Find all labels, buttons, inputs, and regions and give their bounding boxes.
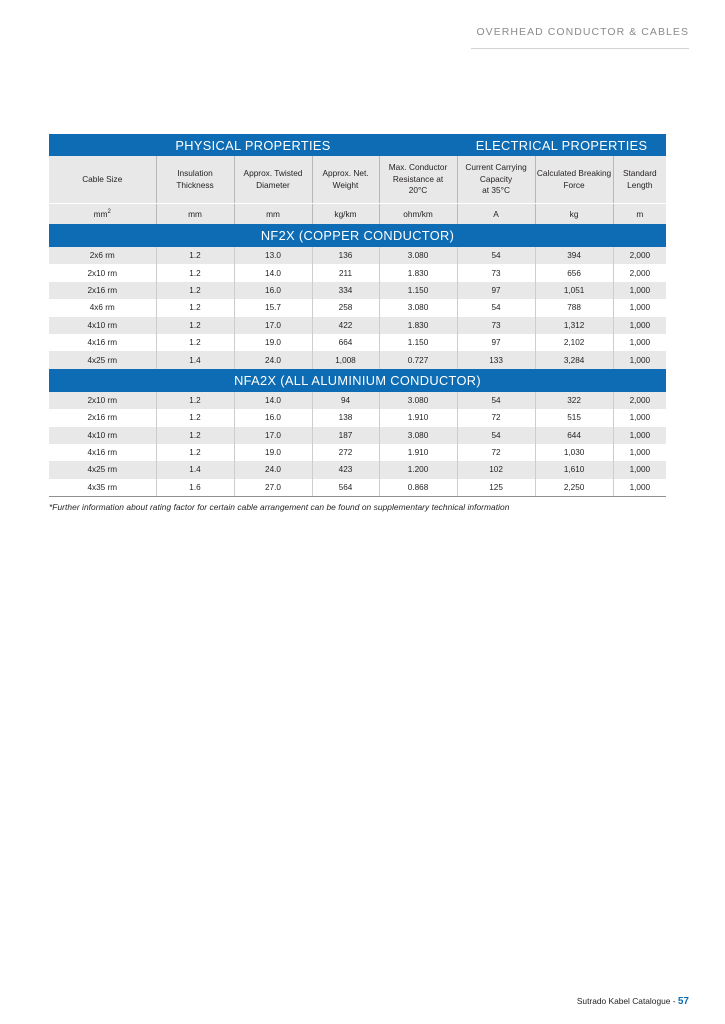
cell-approx-twisted-diameter: 17.0 bbox=[234, 427, 312, 444]
cell-max-conductor-resistance: 1.830 bbox=[379, 317, 457, 334]
table-bottom-rule bbox=[49, 496, 666, 497]
column-header-cable-size bbox=[49, 156, 156, 204]
table-footnote: *Further information about rating factor for certain cable arrangement can be found on supplementary technical information bbox=[49, 502, 510, 512]
cell-current-carrying-capacity: 97 bbox=[457, 334, 535, 351]
table-units-row bbox=[49, 204, 666, 225]
cell-approx-net-weight: 1,008 bbox=[312, 351, 379, 368]
table-group-header-row bbox=[49, 134, 666, 156]
column-header-max-conductor-resistance bbox=[379, 156, 457, 204]
cell-insulation-thickness: 1.2 bbox=[156, 247, 234, 264]
table-row bbox=[49, 409, 666, 426]
cell-calculated-breaking-force: 2,250 bbox=[535, 479, 613, 496]
cell-standard-length: 1,000 bbox=[613, 317, 666, 334]
cell-insulation-thickness: 1.2 bbox=[156, 392, 234, 409]
cell-current-carrying-capacity: 125 bbox=[457, 479, 535, 496]
cell-max-conductor-resistance: 1.910 bbox=[379, 409, 457, 426]
cell-current-carrying-capacity: 72 bbox=[457, 409, 535, 426]
column-header-max-conductor-resistance-line-2: Resistance at bbox=[392, 173, 444, 184]
cell-insulation-thickness: 1.2 bbox=[156, 334, 234, 351]
cell-insulation-thickness: 1.6 bbox=[156, 479, 234, 496]
cell-cable-size: 2x6 rm bbox=[49, 247, 156, 264]
cell-current-carrying-capacity: 54 bbox=[457, 392, 535, 409]
footer-catalogue-title: Sutrado Kabel Catalogue bbox=[576, 996, 671, 1006]
cell-approx-net-weight: 564 bbox=[312, 479, 379, 496]
cell-standard-length: 2,000 bbox=[613, 247, 666, 264]
cell-standard-length: 1,000 bbox=[613, 461, 666, 478]
column-header-insulation-thickness-line-1: Insulation bbox=[177, 168, 213, 178]
cell-current-carrying-capacity: 73 bbox=[457, 317, 535, 334]
table-row bbox=[49, 427, 666, 444]
column-header-current-carrying-capacity bbox=[457, 156, 535, 204]
cell-cable-size: 2x16 rm bbox=[49, 282, 156, 299]
cell-insulation-thickness: 1.4 bbox=[156, 351, 234, 368]
cell-approx-net-weight: 187 bbox=[312, 427, 379, 444]
cell-calculated-breaking-force: 644 bbox=[535, 427, 613, 444]
cell-standard-length: 2,000 bbox=[613, 392, 666, 409]
group-header-physical-properties: PHYSICAL PROPERTIES bbox=[49, 134, 457, 156]
cell-approx-net-weight: 258 bbox=[312, 299, 379, 316]
cell-max-conductor-resistance: 1.150 bbox=[379, 282, 457, 299]
cell-calculated-breaking-force: 515 bbox=[535, 409, 613, 426]
cable-specifications-table bbox=[49, 134, 666, 496]
cell-calculated-breaking-force: 1,030 bbox=[535, 444, 613, 461]
footer-separator: - bbox=[672, 996, 676, 1006]
cell-approx-twisted-diameter: 19.0 bbox=[234, 334, 312, 351]
cell-insulation-thickness: 1.4 bbox=[156, 461, 234, 478]
cell-max-conductor-resistance: 0.727 bbox=[379, 351, 457, 368]
cell-approx-twisted-diameter: 14.0 bbox=[234, 392, 312, 409]
column-header-approx-net-weight-line-2: Weight bbox=[332, 179, 359, 190]
unit-current-carrying-capacity: A bbox=[457, 204, 535, 225]
section-title-nfa2x: NFA2X (ALL ALUMINIUM CONDUCTOR) bbox=[49, 369, 666, 392]
cell-cable-size: 4x25 rm bbox=[49, 461, 156, 478]
cell-approx-twisted-diameter: 14.0 bbox=[234, 264, 312, 281]
cell-current-carrying-capacity: 72 bbox=[457, 444, 535, 461]
cell-standard-length: 1,000 bbox=[613, 409, 666, 426]
cell-current-carrying-capacity: 102 bbox=[457, 461, 535, 478]
cell-insulation-thickness: 1.2 bbox=[156, 282, 234, 299]
cell-standard-length: 1,000 bbox=[613, 351, 666, 368]
cell-insulation-thickness: 1.2 bbox=[156, 409, 234, 426]
table-row bbox=[49, 444, 666, 461]
column-header-standard-length-line-2: Length bbox=[627, 179, 653, 190]
cell-cable-size: 4x25 rm bbox=[49, 351, 156, 368]
column-header-cable-size-line-1: Cable Size bbox=[82, 173, 123, 184]
column-header-calculated-breaking-force-line-1: Calculated Breaking bbox=[536, 168, 612, 178]
cell-approx-net-weight: 664 bbox=[312, 334, 379, 351]
table-column-label-row bbox=[49, 156, 666, 204]
column-header-current-carrying-capacity-line-2: Capacity bbox=[479, 173, 513, 184]
table-row bbox=[49, 351, 666, 368]
cell-current-carrying-capacity: 73 bbox=[457, 264, 535, 281]
cell-max-conductor-resistance: 3.080 bbox=[379, 392, 457, 409]
table-row bbox=[49, 264, 666, 281]
column-header-approx-twisted-diameter-line-1: Approx. Twisted bbox=[243, 168, 303, 178]
column-header-approx-net-weight-line-1: Approx. Net. bbox=[322, 168, 369, 178]
cell-calculated-breaking-force: 1,610 bbox=[535, 461, 613, 478]
cell-cable-size: 4x16 rm bbox=[49, 444, 156, 461]
cell-cable-size: 4x35 rm bbox=[49, 479, 156, 496]
cell-calculated-breaking-force: 394 bbox=[535, 247, 613, 264]
cell-approx-net-weight: 422 bbox=[312, 317, 379, 334]
cell-cable-size: 4x10 rm bbox=[49, 317, 156, 334]
unit-max-conductor-resistance: ohm/km bbox=[379, 204, 457, 225]
table-row bbox=[49, 479, 666, 496]
group-header-electrical-properties: ELECTRICAL PROPERTIES bbox=[457, 134, 666, 156]
cell-insulation-thickness: 1.2 bbox=[156, 264, 234, 281]
cell-approx-twisted-diameter: 16.0 bbox=[234, 282, 312, 299]
column-header-insulation-thickness bbox=[156, 156, 234, 204]
column-header-calculated-breaking-force bbox=[535, 156, 613, 204]
specifications-table-container bbox=[49, 134, 666, 497]
cell-cable-size: 4x16 rm bbox=[49, 334, 156, 351]
section-banner-row bbox=[49, 369, 666, 392]
cell-max-conductor-resistance: 1.910 bbox=[379, 444, 457, 461]
column-header-max-conductor-resistance-line-3: 20°C bbox=[408, 185, 428, 196]
running-head-rule bbox=[471, 48, 689, 49]
cell-calculated-breaking-force: 788 bbox=[535, 299, 613, 316]
cell-insulation-thickness: 1.2 bbox=[156, 317, 234, 334]
cell-insulation-thickness: 1.2 bbox=[156, 299, 234, 316]
cell-approx-twisted-diameter: 24.0 bbox=[234, 461, 312, 478]
cell-max-conductor-resistance: 3.080 bbox=[379, 247, 457, 264]
cell-standard-length: 1,000 bbox=[613, 282, 666, 299]
cell-approx-twisted-diameter: 27.0 bbox=[234, 479, 312, 496]
cell-current-carrying-capacity: 54 bbox=[457, 427, 535, 444]
cell-current-carrying-capacity: 133 bbox=[457, 351, 535, 368]
table-row bbox=[49, 317, 666, 334]
cell-approx-twisted-diameter: 17.0 bbox=[234, 317, 312, 334]
table-row bbox=[49, 247, 666, 264]
cell-approx-net-weight: 94 bbox=[312, 392, 379, 409]
table-row bbox=[49, 334, 666, 351]
cell-current-carrying-capacity: 54 bbox=[457, 247, 535, 264]
cell-approx-net-weight: 136 bbox=[312, 247, 379, 264]
cell-cable-size: 2x10 rm bbox=[49, 264, 156, 281]
cell-approx-net-weight: 334 bbox=[312, 282, 379, 299]
table-row bbox=[49, 282, 666, 299]
cell-approx-twisted-diameter: 13.0 bbox=[234, 247, 312, 264]
page-number: 57 bbox=[677, 996, 689, 1007]
running-head-title: OVERHEAD CONDUCTOR & CABLES bbox=[476, 26, 689, 38]
cell-max-conductor-resistance: 3.080 bbox=[379, 427, 457, 444]
cell-insulation-thickness: 1.2 bbox=[156, 427, 234, 444]
unit-approx-net-weight: kg/km bbox=[312, 204, 379, 225]
cell-approx-net-weight: 272 bbox=[312, 444, 379, 461]
cell-calculated-breaking-force: 656 bbox=[535, 264, 613, 281]
column-header-standard-length bbox=[613, 156, 666, 204]
cell-calculated-breaking-force: 322 bbox=[535, 392, 613, 409]
cell-approx-net-weight: 423 bbox=[312, 461, 379, 478]
column-header-insulation-thickness-line-2: Thickness bbox=[176, 179, 214, 190]
cell-calculated-breaking-force: 1,051 bbox=[535, 282, 613, 299]
unit-cable-size-superscript: 2 bbox=[107, 209, 111, 216]
cell-calculated-breaking-force: 3,284 bbox=[535, 351, 613, 368]
cell-insulation-thickness: 1.2 bbox=[156, 444, 234, 461]
column-header-current-carrying-capacity-line-1: Current Carrying bbox=[465, 162, 527, 173]
section-title-nf2x: NF2X (COPPER CONDUCTOR) bbox=[49, 224, 666, 247]
unit-cable-size: $mm^2$ bbox=[49, 204, 156, 225]
table-row bbox=[49, 461, 666, 478]
cell-approx-twisted-diameter: 15.7 bbox=[234, 299, 312, 316]
cell-approx-twisted-diameter: 16.0 bbox=[234, 409, 312, 426]
table-row bbox=[49, 392, 666, 409]
column-header-calculated-breaking-force-line-2: Force bbox=[563, 179, 585, 190]
cell-approx-twisted-diameter: 19.0 bbox=[234, 444, 312, 461]
cell-current-carrying-capacity: 97 bbox=[457, 282, 535, 299]
cell-approx-net-weight: 138 bbox=[312, 409, 379, 426]
unit-insulation-thickness: mm bbox=[156, 204, 234, 225]
column-header-max-conductor-resistance-line-1: Max. Conductor bbox=[388, 162, 448, 173]
cell-standard-length: 1,000 bbox=[613, 479, 666, 496]
cell-current-carrying-capacity: 54 bbox=[457, 299, 535, 316]
unit-calculated-breaking-force: kg bbox=[535, 204, 613, 225]
unit-approx-twisted-diameter: mm bbox=[234, 204, 312, 225]
cell-max-conductor-resistance: 0.868 bbox=[379, 479, 457, 496]
column-header-approx-twisted-diameter-line-2: Diameter bbox=[256, 179, 290, 190]
cell-max-conductor-resistance: 1.830 bbox=[379, 264, 457, 281]
cell-max-conductor-resistance: 1.150 bbox=[379, 334, 457, 351]
cell-standard-length: 2,000 bbox=[613, 264, 666, 281]
column-header-approx-net-weight bbox=[312, 156, 379, 204]
cell-approx-twisted-diameter: 24.0 bbox=[234, 351, 312, 368]
cell-standard-length: 1,000 bbox=[613, 444, 666, 461]
cell-cable-size: 4x6 rm bbox=[49, 299, 156, 316]
page-footer bbox=[577, 996, 689, 1007]
cell-calculated-breaking-force: 2,102 bbox=[535, 334, 613, 351]
column-header-standard-length-line-1: Standard bbox=[622, 168, 657, 178]
cell-standard-length: 1,000 bbox=[613, 334, 666, 351]
section-banner-row bbox=[49, 224, 666, 247]
cell-standard-length: 1,000 bbox=[613, 299, 666, 316]
cell-calculated-breaking-force: 1,312 bbox=[535, 317, 613, 334]
table-row bbox=[49, 299, 666, 316]
cell-max-conductor-resistance: 3.080 bbox=[379, 299, 457, 316]
cell-cable-size: 2x10 rm bbox=[49, 392, 156, 409]
cell-standard-length: 1,000 bbox=[613, 427, 666, 444]
running-head bbox=[60, 22, 689, 49]
column-header-approx-twisted-diameter bbox=[234, 156, 312, 204]
column-header-current-carrying-capacity-line-3: at 35°C bbox=[482, 185, 510, 196]
cell-approx-net-weight: 211 bbox=[312, 264, 379, 281]
cell-cable-size: 4x10 rm bbox=[49, 427, 156, 444]
cell-max-conductor-resistance: 1.200 bbox=[379, 461, 457, 478]
cell-cable-size: 2x16 rm bbox=[49, 409, 156, 426]
unit-standard-length: m bbox=[613, 204, 666, 225]
